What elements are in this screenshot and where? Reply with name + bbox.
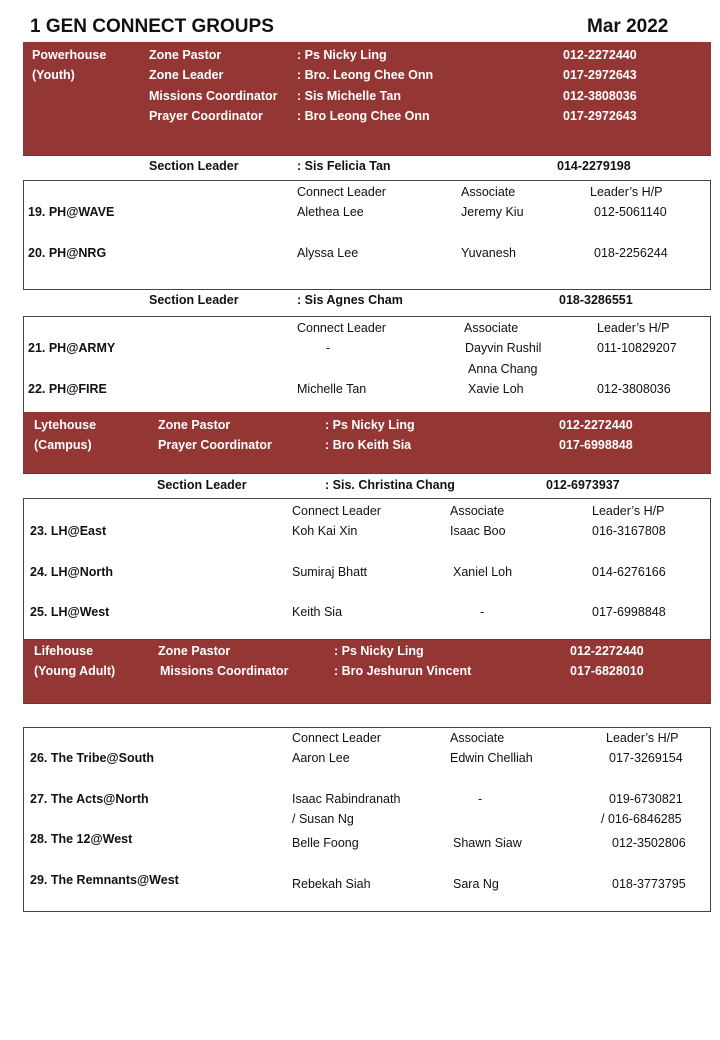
zone-subtitle: (Young Adult) <box>34 664 116 678</box>
col-header-hp: Leader’s H/P <box>606 731 679 745</box>
group-associate: Shawn Siaw <box>453 836 522 850</box>
role-person: : Bro Jeshurun Vincent <box>334 664 472 678</box>
group-phone: 012-5061140 <box>594 205 667 219</box>
col-header-associate: Associate <box>464 321 519 335</box>
group-phone: 012-3502806 <box>612 836 686 850</box>
col-header-leader: Connect Leader <box>292 504 381 518</box>
role-person: : Bro. Leong Chee Onn <box>297 68 434 82</box>
group-leader: Rebekah Siah <box>292 877 371 891</box>
section-leader-label: Section Leader <box>149 159 239 173</box>
section-leader-name: : Sis Agnes Cham <box>297 293 403 307</box>
role-phone: 012-3808036 <box>563 89 637 103</box>
group-associate: Dayvin Rushil <box>465 341 542 355</box>
group-leader: Michelle Tan <box>297 382 367 396</box>
group-leader: Koh Kai Xin <box>292 524 358 538</box>
role-person: : Ps Nicky Ling <box>325 418 415 432</box>
zone-name: Lytehouse <box>34 418 97 432</box>
zone-subtitle: (Campus) <box>34 438 92 452</box>
group-leader: Aaron Lee <box>292 751 350 765</box>
group-name: 24. LH@North <box>30 565 114 579</box>
role-label: Zone Pastor <box>158 418 231 432</box>
group-leader: Belle Foong <box>292 836 359 850</box>
col-header-associate: Associate <box>461 185 516 199</box>
zone-name: Powerhouse <box>32 48 107 62</box>
zone-subtitle: (Youth) <box>32 68 75 82</box>
page-date: Mar 2022 <box>587 16 669 37</box>
group-phone: 014-6276166 <box>592 565 666 579</box>
group-name: 28. The 12@West <box>30 832 133 846</box>
group-phone: 019-6730821 <box>609 792 683 806</box>
group-name: 26. The Tribe@South <box>30 751 155 765</box>
group-associate: Edwin Chelliah <box>450 751 533 765</box>
group-phone: 011-10829207 <box>597 341 677 355</box>
group-associate: Xaniel Loh <box>453 565 513 579</box>
group-name: 20. PH@NRG <box>28 246 107 260</box>
role-phone: 012-2272440 <box>559 418 633 432</box>
role-label: Zone Leader <box>149 68 224 82</box>
group-name: 21. PH@ARMY <box>28 341 116 355</box>
role-phone: 012-2272440 <box>563 48 637 62</box>
role-label: Zone Pastor <box>149 48 222 62</box>
group-leader: Alethea Lee <box>297 205 364 219</box>
col-header-hp: Leader’s H/P <box>590 185 663 199</box>
col-header-leader: Connect Leader <box>297 321 386 335</box>
group-leader: - <box>326 341 331 355</box>
group-leader: Keith Sia <box>292 605 343 619</box>
role-person: : Ps Nicky Ling <box>334 644 424 658</box>
zone-name: Lifehouse <box>34 644 94 658</box>
role-label: Missions Coordinator <box>149 89 278 103</box>
col-header-leader: Connect Leader <box>297 185 386 199</box>
group-name: 25. LH@West <box>30 605 110 619</box>
group-associate: - <box>478 792 483 806</box>
col-header-associate: Associate <box>450 504 505 518</box>
group-associate-2: Anna Chang <box>468 362 538 376</box>
role-label: Prayer Coordinator <box>149 109 263 123</box>
group-name: 23. LH@East <box>30 524 107 538</box>
section-leader-label: Section Leader <box>157 478 247 492</box>
role-label: Prayer Coordinator <box>158 438 272 452</box>
col-header-hp: Leader’s H/P <box>592 504 665 518</box>
group-phone: 012-3808036 <box>597 382 671 396</box>
section-leader-name: : Sis Felicia Tan <box>297 159 391 173</box>
group-associate: Xavie Loh <box>468 382 524 396</box>
group-name: 27. The Acts@North <box>30 792 149 806</box>
role-person: : Bro Leong Chee Onn <box>297 109 430 123</box>
group-name: 19. PH@WAVE <box>28 205 115 219</box>
role-phone: 017-2972643 <box>563 109 637 123</box>
role-phone: 017-2972643 <box>563 68 637 82</box>
group-leader: Alyssa Lee <box>297 246 359 260</box>
group-phone: 018-2256244 <box>594 246 668 260</box>
group-associate: - <box>480 605 485 619</box>
group-associate: Isaac Boo <box>450 524 506 538</box>
group-phone-2: / 016-6846285 <box>601 812 682 826</box>
group-leader: Sumiraj Bhatt <box>292 565 368 579</box>
role-label: Zone Pastor <box>158 644 231 658</box>
section-leader-phone: 014-2279198 <box>557 159 631 173</box>
group-phone: 018-3773795 <box>612 877 686 891</box>
group-name: 22. PH@FIRE <box>28 382 107 396</box>
group-associate: Jeremy Kiu <box>461 205 524 219</box>
col-header-associate: Associate <box>450 731 505 745</box>
group-associate: Sara Ng <box>453 877 499 891</box>
group-phone: 016-3167808 <box>592 524 666 538</box>
role-person: : Bro Keith Sia <box>325 438 412 452</box>
group-associate: Yuvanesh <box>461 246 516 260</box>
section-leader-phone: 018-3286551 <box>559 293 633 307</box>
col-header-hp: Leader’s H/P <box>597 321 670 335</box>
section-leader-phone: 012-6973937 <box>546 478 620 492</box>
role-phone: 017-6828010 <box>570 664 644 678</box>
section-leader-name: : Sis. Christina Chang <box>325 478 455 492</box>
group-phone: 017-6998848 <box>592 605 666 619</box>
role-phone: 017-6998848 <box>559 438 633 452</box>
role-label: Missions Coordinator <box>160 664 289 678</box>
col-header-leader: Connect Leader <box>292 731 381 745</box>
group-leader-2: / Susan Ng <box>292 812 354 826</box>
role-phone: 012-2272440 <box>570 644 644 658</box>
group-name: 29. The Remnants@West <box>30 873 179 887</box>
role-person: : Ps Nicky Ling <box>297 48 387 62</box>
section-leader-box-empty <box>23 703 711 728</box>
group-leader: Isaac Rabindranath <box>292 792 401 806</box>
section-leader-label: Section Leader <box>149 293 239 307</box>
group-phone: 017-3269154 <box>609 751 683 765</box>
role-person: : Sis Michelle Tan <box>297 89 401 103</box>
page-title: 1 GEN CONNECT GROUPS <box>30 16 274 37</box>
